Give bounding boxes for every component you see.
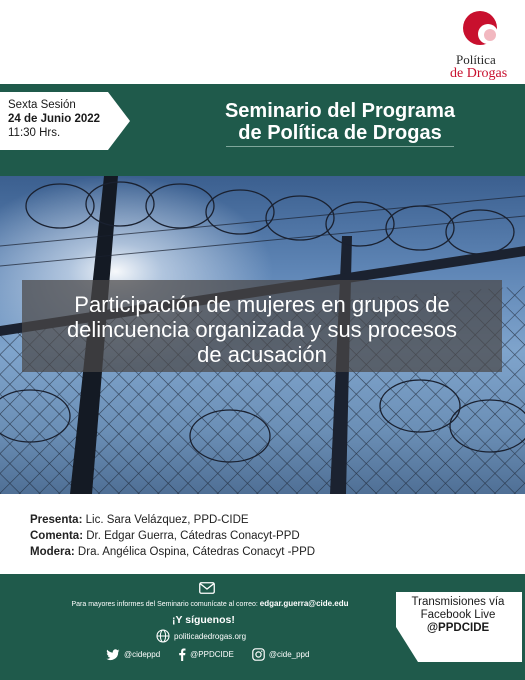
participants — [30, 512, 315, 560]
prison-fence-photo — [0, 176, 525, 494]
twitter-icon — [106, 649, 120, 661]
live-line2: Facebook Live — [420, 609, 496, 621]
talk-title-line1: Participación de mujeres en grupos de — [74, 292, 450, 317]
talk-title-line3: de acusación — [197, 342, 327, 367]
twitter-handle: @cideppd — [124, 650, 161, 659]
talk-title-box — [22, 280, 502, 372]
title-divider — [226, 146, 454, 147]
logo-text-drogas: de Drogas — [450, 66, 508, 81]
live-line1: Transmisiones vía — [411, 596, 505, 608]
twitter-link[interactable] — [106, 649, 160, 661]
facebook-live-info — [402, 596, 514, 635]
header — [0, 84, 525, 176]
participant-presenter — [30, 512, 315, 528]
contact-info — [0, 599, 420, 608]
follow-us: ¡Y síguenos! — [172, 614, 235, 626]
instagram-icon — [252, 648, 265, 661]
participant-name: Lic. Sara Velázquez, PPD-CIDE — [82, 514, 249, 526]
participant-name: Dr. Edgar Guerra, Cátedras Conacyt-PPD — [83, 530, 300, 542]
session-time: 11:30 Hrs. — [8, 127, 61, 139]
website-link[interactable] — [156, 629, 246, 643]
contact-email-link[interactable]: edgar.guerra@cide.edu — [259, 599, 349, 608]
participant-commenter — [30, 528, 315, 544]
participant-role: Comenta: — [30, 530, 84, 542]
mail-icon — [199, 582, 215, 594]
website-text: politicadedrogas.org — [174, 631, 247, 641]
instagram-handle: @cide_ppd — [268, 650, 310, 659]
logo-text-politica: Política — [456, 52, 496, 67]
top-band — [0, 0, 525, 84]
facebook-link[interactable] — [178, 648, 234, 661]
logo-mark-icon — [458, 8, 502, 52]
session-name: Sexta Sesión — [8, 99, 76, 111]
facebook-icon — [178, 648, 186, 661]
live-handle: @PPDCIDE — [426, 622, 490, 634]
globe-icon — [156, 629, 170, 643]
talk-title — [22, 292, 502, 367]
logo — [440, 6, 520, 82]
seminar-title-line2: de Política de Drogas — [238, 122, 442, 144]
social-links — [106, 648, 309, 661]
instagram-link[interactable] — [252, 648, 310, 661]
seminar-title — [160, 100, 520, 144]
participant-role: Modera: — [30, 546, 75, 558]
participant-role: Presenta: — [30, 514, 83, 526]
session-info — [8, 98, 128, 140]
facebook-handle: @PPDCIDE — [190, 650, 234, 659]
session-date: 24 de Junio 2022 — [8, 113, 101, 125]
participant-name: Dra. Angélica Ospina, Cátedras Conacyt -PPD — [74, 546, 316, 558]
contact-text: Para mayores informes del Seminario comunícate al correo: — [71, 601, 258, 608]
participant-moderator — [30, 544, 315, 560]
seminar-title-line1: Seminario del Programa — [224, 100, 456, 122]
footer — [0, 574, 525, 680]
talk-title-line2: delincuencia organizada y sus procesos — [66, 317, 458, 342]
